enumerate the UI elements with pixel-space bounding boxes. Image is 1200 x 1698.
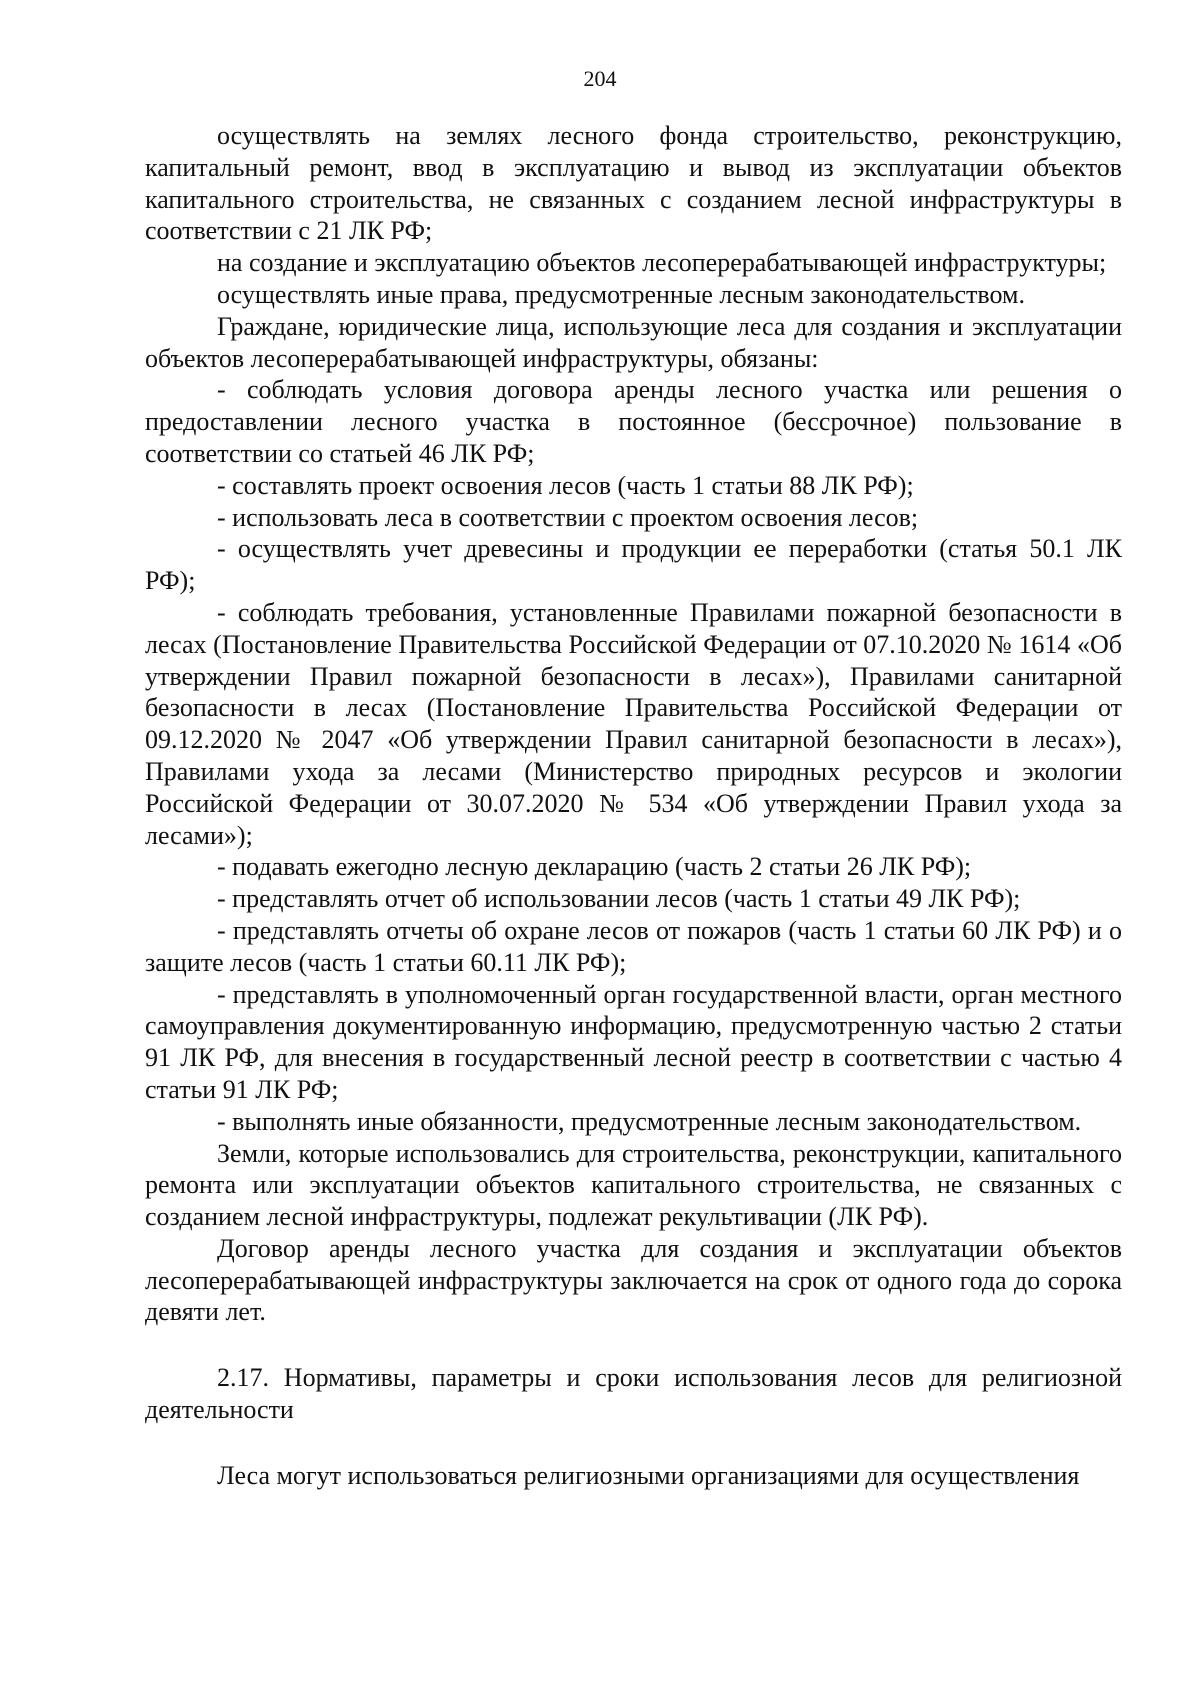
obligation-item: - подавать ежегодно лесную декларацию (часть 2 статьи 26 ЛК РФ);: [217, 852, 972, 882]
obligation-item: - представлять отчеты об охране лесов от пожаров (часть 1 статьи 60 ЛК РФ) и о защите лесов (часть 1 статьи 60.11 ЛК РФ);: [145, 915, 1122, 977]
document-body: [145, 120, 1122, 1492]
paragraph-rights-construction: осуществлять на землях лесного фонда строительство, реконструкцию, капитальный ремонт, ввод в эксплуатацию и вывод из эксплуатации объектов капитального строительства, не связанных с созданием лесной инфраструктуры в соответствии с 21 ЛК РФ;: [145, 121, 1122, 246]
obligation-item: - представлять отчет об использовании лесов (часть 1 статьи 49 ЛК РФ);: [217, 884, 1021, 914]
obligation-item: - использовать леса в соответствии с проектом освоения лесов;: [217, 502, 919, 532]
paragraph-religious-use: Леса могут использоваться религиозными организациями для осуществления: [217, 1460, 1080, 1490]
obligation-item: - осуществлять учет древесины и продукции ее переработки (статья 50.1 ЛК РФ);: [145, 534, 1122, 596]
paragraph-recultivation: Земли, которые использовались для строительства, реконструкции, капитального ремонта или эксплуатации объектов капитального строительства, не связанных с созданием лесной инфраструктуры, подлежат рекультивации (ЛК РФ).: [145, 1138, 1122, 1232]
obligation-item: - соблюдать требования, установленные Правилами пожарной безопасности в лесах (Постановление Правительства Российской Федерации от 07.10.2020 № 1614 «Об утверждении Правил пожарной безопасности в лесах»), Правилами санитарной безопасности в лесах (Постановление Правительства Российской Федерации от 09.12.2020 № 2047 «Об утверждении Правил санитарной безопасности в лесах»), Правилами ухода за лесами (Министерство природных ресурсов и экологии Российской Федерации от 30.07.2020 № 534 «Об утверждении Правил ухода за лесами»);: [145, 597, 1122, 850]
paragraph-lease-term: Договор аренды лесного участка для создания и эксплуатации объектов лесоперерабатывающей инфраструктуры заключается на срок от одного года до сорока девяти лет.: [145, 1233, 1122, 1327]
section-heading: 2.17. Нормативы, параметры и сроки использования лесов для религиозной деятельности: [145, 1363, 1122, 1425]
page-number: 204: [583, 66, 617, 91]
obligation-item: - представлять в уполномоченный орган государственной власти, орган местного самоуправления документированную информацию, предусмотренную частью 2 статьи 91 ЛК РФ, для внесения в государственный лесной реестр в соответствии с частью 4 статьи 91 ЛК РФ;: [145, 979, 1122, 1104]
obligation-item: - составлять проект освоения лесов (часть 1 статьи 88 ЛК РФ);: [217, 470, 914, 500]
paragraph-obligations-intro: Граждане, юридические лица, использующие леса для создания и эксплуатации объектов лесоперерабатывающей инфраструктуры, обязаны:: [145, 311, 1122, 373]
obligation-item: - выполнять иные обязанности, предусмотренные лесным законодательством.: [217, 1106, 1082, 1136]
obligation-item: - соблюдать условия договора аренды лесного участка или решения о предоставлении лесного участка в постоянное (бессрочное) пользование в соответствии со статьей 46 ЛК РФ;: [145, 375, 1122, 468]
paragraph-rights-infrastructure: на создание и эксплуатацию объектов лесоперерабатывающей инфраструктуры;: [217, 248, 1107, 278]
paragraph-rights-other: осуществлять иные права, предусмотренные лесным законодательством.: [217, 279, 1025, 309]
